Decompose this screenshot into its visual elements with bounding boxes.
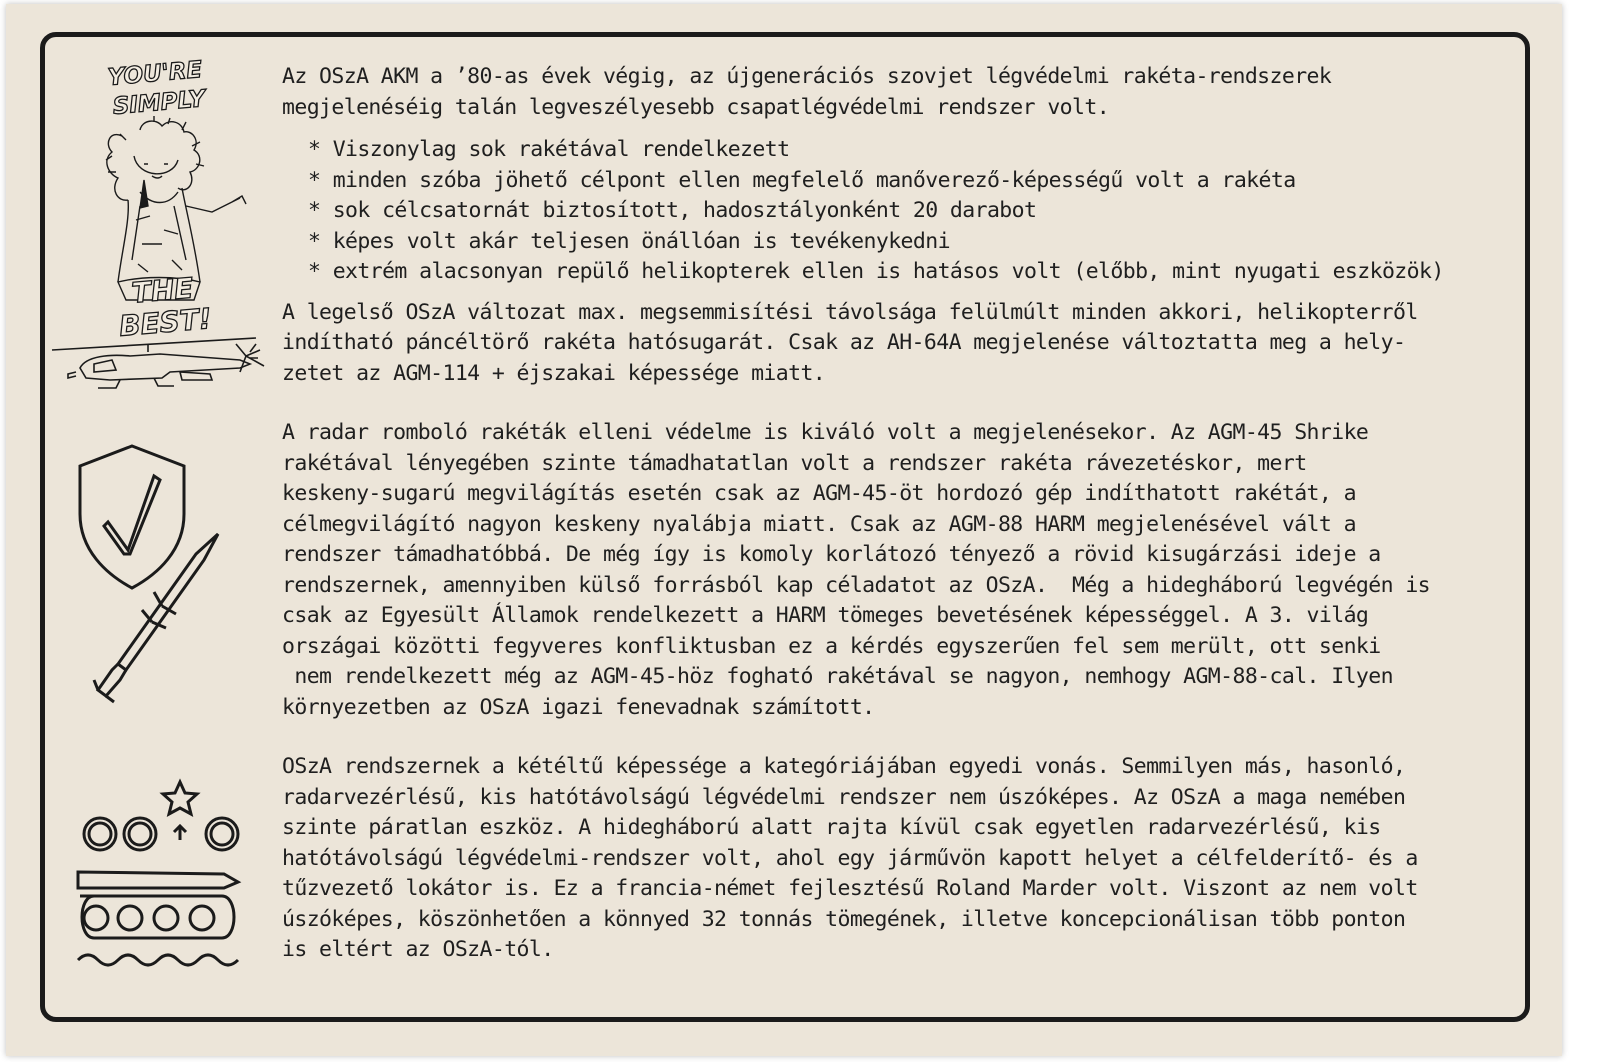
text-line: célmegvilágító nagyon keskeny nyalábja miatt. Csak az AGM-88 HARM megjelenésével vált a [282,511,1356,537]
text-line: rendszer támadhatóbbá. De még így is komoly korlátozó tényező a rövid kisugárzási ideje a [282,542,1381,567]
list-item: * sok célcsatornát biztosított, hadosztályonként 20 darabot [308,196,1522,227]
text-line: rakétával lényegében szinte támadhatatlan volt a rendszer rakéta rávezetéskor, mert [282,450,1307,476]
text-line: országai közötti fegyveres konfliktusban ez a kérdés egyszerűen fel sem merült, ott senki [282,633,1381,659]
text-line: OSzA rendszernek a kétéltű képessége a kategóriájában egyedi vonás. Semmilyen más, hasonló, [282,754,1406,779]
text-line: úszóképes, köszönhetően a könnyed 32 tonnás tömegének, illetve koncepcionálisan több ponton [282,906,1406,932]
text-line: zetet az AGM-114 + éjszakai képessége miatt. [282,360,826,386]
amphibious-paragraph [282,752,1522,966]
list-item: * extrém alacsonyan repülő helikopterek ellen is hatásos volt (előbb, mint nyugati eszközök) [308,257,1522,288]
text-line: csak az Egyesült Államok rendelkezett a HARM tömeges bevetésének képességgel. A 3. világ [282,603,1369,628]
text-line: hatótávolságú légvédelmi-rendszer volt, ahol egy járművön kapott helyet a célfelderítő- és a [282,845,1418,871]
text-line: nem rendelkezett még az AGM-45-höz fogható rakétával se nagyon, nemhogy AGM-88-cal. Ilyen [282,664,1393,689]
text-line: is eltért az OSzA-tól. [282,937,554,962]
rocker-caption-bottom: THE BEST! [117,271,213,343]
radar-paragraph [282,418,1522,723]
text-line: A radar romboló rakéták elleni védelme is kiváló volt a megjelenésekor. Az AGM-45 Shrike [282,420,1369,445]
rocker-caption-top: YOU'RE [106,56,204,92]
article-text [282,62,1522,966]
intro-paragraph [282,62,1522,123]
list-item: * minden szóba jöhető célpont ellen megfelelő manőverező-képességű volt a rakéta [308,166,1522,197]
amphibious-vehicle-icon [74,778,246,974]
text-line: keskeny-sugarú megvilágítás esetén csak az AGM-45-öt hordozó gép indíthatott rakétát, a [282,481,1356,506]
text-line: környezetben az OSzA igazi fenevadnak számított. [282,694,875,720]
text-line: tűzvezető lokátor is. Ez a francia-német fejlesztésű Roland Marder volt. Viszont az nem volt [282,876,1418,901]
text-line: indítható páncéltörő rakéta hatósugarát. Csak az AH-64A megjelenése változtatta meg a hely- [282,330,1406,355]
text-line: rendszernek, amennyiben külső forrásból kap céladatot az OSzA. Még a hidegháború legvégén is [282,572,1431,598]
text-line: A legelső OSzA változat max. megsemmisítési távolsága felülmúlt minden akkori, helikopterről [282,299,1418,325]
list-item: * képes volt akár teljesen önállóan is tevékenykedni [308,227,1522,258]
rocker-caption-mid: SIMPLY [111,86,207,120]
missile-icon [92,530,224,706]
text-line: megjelenéséig talán legveszélyesebb csapatlégvédelmi rendszer volt. [282,94,1110,120]
list-item: * Viszonylag sok rakétával rendelkezett [308,135,1522,166]
text-line: radarvezérlésű, kis hatótávolságú légvédelmi rendszer nem úszóképes. Az OSzA a maga nemében [282,784,1406,810]
helicopter-icon [50,328,272,396]
text-line: Az OSzA AKM a ’80-as évek végig, az újgenerációs szovjet légvédelmi rakéta-rendszerek [282,64,1332,89]
text-line: szinte páratlan eszköz. A hidegháború alatt rajta kívül csak egyetlen radarvezérlésű, kis [282,815,1381,840]
helicopter-paragraph [282,298,1522,390]
features-list [308,135,1522,288]
